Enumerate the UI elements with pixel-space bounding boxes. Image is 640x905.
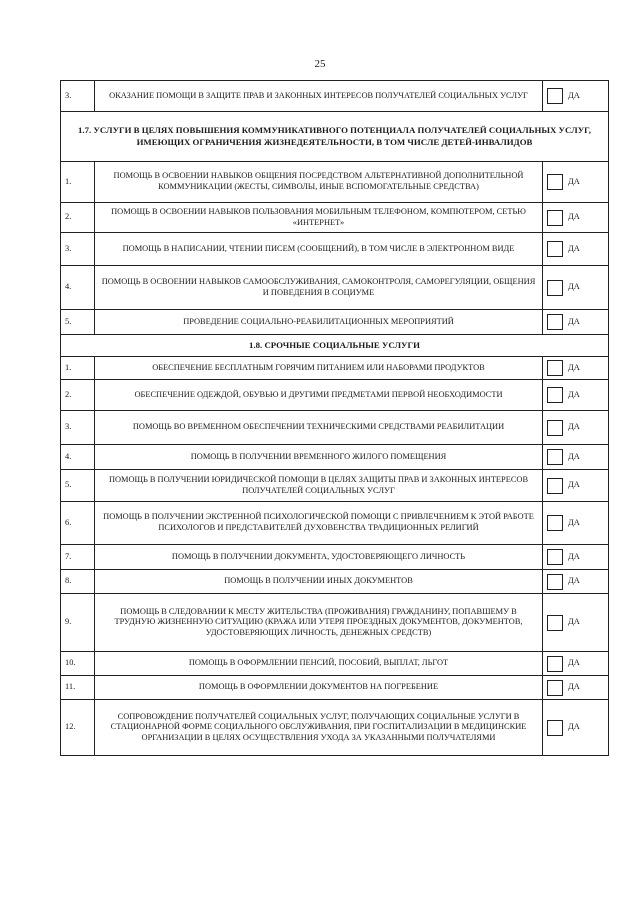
service-row	[61, 233, 609, 266]
service-row	[61, 357, 609, 380]
yes-option	[547, 210, 604, 226]
yes-option	[547, 241, 604, 257]
yes-label: ДА	[568, 551, 580, 561]
checkbox-cell	[543, 676, 609, 700]
yes-option	[547, 656, 604, 672]
yes-option	[547, 549, 604, 565]
yes-label: ДА	[568, 389, 580, 399]
yes-label: ДА	[568, 682, 580, 692]
checkbox-cell	[543, 162, 609, 203]
row-number: 6.	[61, 502, 95, 545]
row-number: 10.	[61, 652, 95, 676]
service-description: ПОМОЩЬ В ОСВОЕНИИ НАВЫКОВ ОБЩЕНИЯ ПОСРЕДСТВОМ АЛЬТЕРНАТИВНОЙ ДОПОЛНИТЕЛЬНОЙ КОММУНИКАЦИИ (ЖЕСТЫ, СИМВОЛЫ, ИНЫЕ ВСПОМОГАТЕЛЬНЫЕ СРЕДСТВА)	[95, 162, 543, 203]
service-description: ПОМОЩЬ В ПОЛУЧЕНИИ ЭКСТРЕННОЙ ПСИХОЛОГИЧЕСКОЙ ПОМОЩИ С ПРИВЛЕЧЕНИЕМ К ЭТОЙ РАБОТЕ ПСИХОЛОГОВ И ПРЕДСТАВИТЕЛЕЙ ДУХОВЕНСТВА ТРАДИЦИОННЫХ РЕЛИГИЙ	[95, 502, 543, 545]
yes-checkbox[interactable]	[547, 280, 563, 296]
yes-label: ДА	[568, 451, 580, 461]
service-row	[61, 545, 609, 570]
service-row	[61, 470, 609, 502]
checkbox-cell	[543, 203, 609, 233]
yes-checkbox[interactable]	[547, 478, 563, 494]
checkbox-cell	[543, 81, 609, 112]
yes-option	[547, 680, 604, 696]
checkbox-cell	[543, 470, 609, 502]
yes-checkbox[interactable]	[547, 515, 563, 531]
row-number: 1.	[61, 357, 95, 380]
yes-checkbox[interactable]	[547, 241, 563, 257]
service-row	[61, 676, 609, 700]
checkbox-cell	[543, 652, 609, 676]
service-row	[61, 380, 609, 411]
checkbox-cell	[543, 700, 609, 756]
yes-option	[547, 449, 604, 465]
service-description: ПОМОЩЬ В ОСВОЕНИИ НАВЫКОВ САМООБСЛУЖИВАНИЯ, САМОКОНТРОЛЯ, САМОРЕГУЛЯЦИИ, ОБЩЕНИЯ И ПОВЕДЕНИЯ В СОЦИУМЕ	[95, 266, 543, 310]
yes-label: ДА	[568, 90, 580, 100]
service-row	[61, 203, 609, 233]
yes-label: ДА	[568, 480, 580, 490]
service-row	[61, 594, 609, 652]
yes-label: ДА	[568, 362, 580, 372]
yes-option	[547, 420, 604, 436]
service-row	[61, 162, 609, 203]
yes-checkbox[interactable]	[547, 88, 563, 104]
row-number: 5.	[61, 310, 95, 335]
checkbox-cell	[543, 357, 609, 380]
yes-label: ДА	[568, 243, 580, 253]
yes-checkbox[interactable]	[547, 680, 563, 696]
yes-label: ДА	[568, 517, 580, 527]
service-description: ПОМОЩЬ В ПОЛУЧЕНИИ ИНЫХ ДОКУМЕНТОВ	[95, 570, 543, 594]
row-number: 8.	[61, 570, 95, 594]
service-description: ПРОВЕДЕНИЕ СОЦИАЛЬНО-РЕАБИЛИТАЦИОННЫХ МЕРОПРИЯТИЙ	[95, 310, 543, 335]
yes-label: ДА	[568, 722, 580, 732]
section-title: 1.7. УСЛУГИ В ЦЕЛЯХ ПОВЫШЕНИЯ КОММУНИКАТИВНОГО ПОТЕНЦИАЛА ПОЛУЧАТЕЛЕЙ СОЦИАЛЬНЫХ УСЛУГ, ИМЕЮЩИХ ОГРАНИЧЕНИЯ ЖИЗНЕДЕЯТЕЛЬНОСТИ, В ТОМ ЧИСЛЕ ДЕТЕЙ-ИНВАЛИДОВ	[61, 112, 609, 162]
service-description: ПОМОЩЬ В ОФОРМЛЕНИИ ДОКУМЕНТОВ НА ПОГРЕБЕНИЕ	[95, 676, 543, 700]
yes-checkbox[interactable]	[547, 387, 563, 403]
yes-checkbox[interactable]	[547, 615, 563, 631]
service-row	[61, 502, 609, 545]
page-number: 25	[314, 58, 326, 70]
yes-checkbox[interactable]	[547, 210, 563, 226]
yes-option	[547, 515, 604, 531]
row-number: 9.	[61, 594, 95, 652]
row-number: 2.	[61, 203, 95, 233]
service-description: ПОМОЩЬ В ПОЛУЧЕНИИ ВРЕМЕННОГО ЖИЛОГО ПОМЕЩЕНИЯ	[95, 445, 543, 470]
yes-checkbox[interactable]	[547, 574, 563, 590]
service-description: ПОМОЩЬ В ПОЛУЧЕНИИ ЮРИДИЧЕСКОЙ ПОМОЩИ В ЦЕЛЯХ ЗАЩИТЫ ПРАВ И ЗАКОННЫХ ИНТЕРЕСОВ ПОЛУЧАТЕЛЕЙ СОЦИАЛЬНЫХ УСЛУГ	[95, 470, 543, 502]
checkbox-cell	[543, 380, 609, 411]
checkbox-cell	[543, 310, 609, 335]
service-description: СОПРОВОЖДЕНИЕ ПОЛУЧАТЕЛЕЙ СОЦИАЛЬНЫХ УСЛУГ, ПОЛУЧАЮЩИХ СОЦИАЛЬНЫЕ УСЛУГИ В СТАЦИОНАРНОЙ ФОРМЕ СОЦИАЛЬНОГО ОБСЛУЖИВАНИЯ, ПРИ ГОСПИТАЛИЗАЦИИ В МЕДИЦИНСКИЕ ОРГАНИЗАЦИИ В ЦЕЛЯХ ОСУЩЕСТВЛЕНИЯ УХОДА ЗА УКАЗАННЫМИ ПОЛУЧАТЕЛЯМИ	[95, 700, 543, 756]
yes-label: ДА	[568, 422, 580, 432]
service-description: ОБЕСПЕЧЕНИЕ БЕСПЛАТНЫМ ГОРЯЧИМ ПИТАНИЕМ ИЛИ НАБОРАМИ ПРОДУКТОВ	[95, 357, 543, 380]
checkbox-cell	[543, 570, 609, 594]
yes-checkbox[interactable]	[547, 449, 563, 465]
yes-label: ДА	[568, 617, 580, 627]
service-row	[61, 445, 609, 470]
checkbox-cell	[543, 411, 609, 445]
section-title: 1.8. СРОЧНЫЕ СОЦИАЛЬНЫЕ УСЛУГИ	[61, 335, 609, 357]
service-description: ПОМОЩЬ В СЛЕДОВАНИИ К МЕСТУ ЖИТЕЛЬСТВА (ПРОЖИВАНИЯ) ГРАЖДАНИНУ, ПОПАВШЕМУ В ТРУДНУЮ ЖИЗНЕННУЮ СИТУАЦИЮ (КРАЖА ИЛИ УТЕРЯ ПРОЕЗДНЫХ ДОКУМЕНТОВ, ДОКУМЕНТОВ, УДОСТОВЕРЯЮЩИХ ЛИЧНОСТЬ, ДЕНЕЖНЫХ СРЕДСТВ)	[95, 594, 543, 652]
yes-option	[547, 387, 604, 403]
row-number: 4.	[61, 266, 95, 310]
service-row	[61, 411, 609, 445]
yes-checkbox[interactable]	[547, 420, 563, 436]
section-header-row	[61, 112, 609, 162]
checkbox-cell	[543, 545, 609, 570]
service-description: ОБЕСПЕЧЕНИЕ ОДЕЖДОЙ, ОБУВЬЮ И ДРУГИМИ ПРЕДМЕТАМИ ПЕРВОЙ НЕОБХОДИМОСТИ	[95, 380, 543, 411]
row-number: 11.	[61, 676, 95, 700]
yes-label: ДА	[568, 282, 580, 292]
yes-checkbox[interactable]	[547, 720, 563, 736]
row-number: 5.	[61, 470, 95, 502]
row-number: 3.	[61, 233, 95, 266]
service-row	[61, 81, 609, 112]
row-number: 1.	[61, 162, 95, 203]
row-number: 2.	[61, 380, 95, 411]
yes-checkbox[interactable]	[547, 314, 563, 330]
yes-option	[547, 720, 604, 736]
service-description: ПОМОЩЬ В ОСВОЕНИИ НАВЫКОВ ПОЛЬЗОВАНИЯ МОБИЛЬНЫМ ТЕЛЕФОНОМ, КОМПЮТЕРОМ, СЕТЬЮ «ИНТЕРНЕТ»	[95, 203, 543, 233]
row-number: 7.	[61, 545, 95, 570]
yes-checkbox[interactable]	[547, 360, 563, 376]
service-row	[61, 652, 609, 676]
row-number: 3.	[61, 81, 95, 112]
service-description: ОКАЗАНИЕ ПОМОЩИ В ЗАЩИТЕ ПРАВ И ЗАКОННЫХ ИНТЕРЕСОВ ПОЛУЧАТЕЛЕЙ СОЦИАЛЬНЫХ УСЛУГ	[95, 81, 543, 112]
yes-option	[547, 615, 604, 631]
yes-option	[547, 314, 604, 330]
checkbox-cell	[543, 594, 609, 652]
service-description: ПОМОЩЬ ВО ВРЕМЕННОМ ОБЕСПЕЧЕНИИ ТЕХНИЧЕСКИМИ СРЕДСТВАМИ РЕАБИЛИТАЦИИ	[95, 411, 543, 445]
yes-option	[547, 478, 604, 494]
yes-label: ДА	[568, 576, 580, 586]
yes-label: ДА	[568, 176, 580, 186]
section-header-row	[61, 335, 609, 357]
checkbox-cell	[543, 233, 609, 266]
service-row	[61, 310, 609, 335]
services-table-body	[61, 81, 609, 756]
service-description: ПОМОЩЬ В ОФОРМЛЕНИИ ПЕНСИЙ, ПОСОБИЙ, ВЫПЛАТ, ЛЬГОТ	[95, 652, 543, 676]
yes-option	[547, 360, 604, 376]
yes-option	[547, 88, 604, 104]
service-row	[61, 570, 609, 594]
checkbox-cell	[543, 266, 609, 310]
yes-checkbox[interactable]	[547, 549, 563, 565]
yes-option	[547, 574, 604, 590]
yes-checkbox[interactable]	[547, 656, 563, 672]
services-table	[60, 80, 609, 756]
service-row	[61, 266, 609, 310]
yes-option	[547, 174, 604, 190]
yes-label: ДА	[568, 316, 580, 326]
row-number: 12.	[61, 700, 95, 756]
service-description: ПОМОЩЬ В ПОЛУЧЕНИИ ДОКУМЕНТА, УДОСТОВЕРЯЮЩЕГО ЛИЧНОСТЬ	[95, 545, 543, 570]
checkbox-cell	[543, 502, 609, 545]
yes-label: ДА	[568, 658, 580, 668]
row-number: 3.	[61, 411, 95, 445]
checkbox-cell	[543, 445, 609, 470]
yes-checkbox[interactable]	[547, 174, 563, 190]
service-description: ПОМОЩЬ В НАПИСАНИИ, ЧТЕНИИ ПИСЕМ (СООБЩЕНИЙ), В ТОМ ЧИСЛЕ В ЭЛЕКТРОННОМ ВИДЕ	[95, 233, 543, 266]
row-number: 4.	[61, 445, 95, 470]
yes-option	[547, 280, 604, 296]
yes-label: ДА	[568, 212, 580, 222]
service-row	[61, 700, 609, 756]
